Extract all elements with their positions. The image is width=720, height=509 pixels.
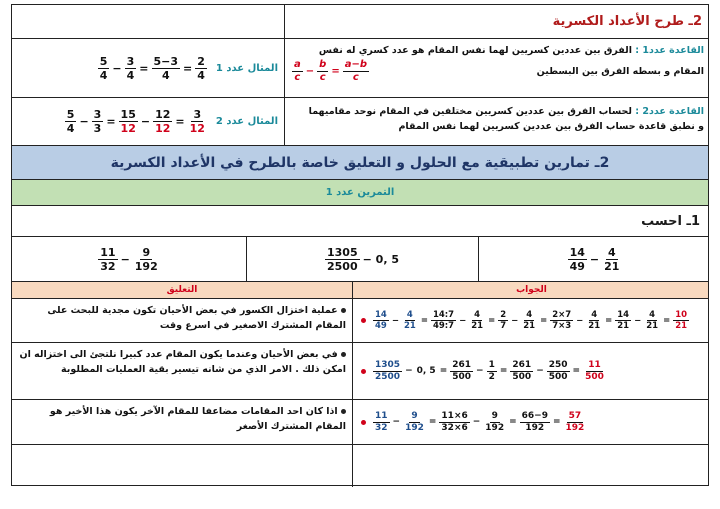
section-title: 2ـ طرح الأعداد الكسرية	[552, 14, 702, 29]
answer-1-result: $\frac{10}{21}$	[675, 309, 688, 331]
example-1-label: المثال عدد 1	[215, 62, 278, 74]
compute-label: 1ـ احسب	[641, 213, 700, 229]
exercise-label: التمرين عدد 1	[325, 187, 395, 198]
answer-1-equation: $\frac{14}{49}$ − $\frac{4}{21}$ = $\frac{14:7}{49:7}$ − $\frac{4}{21}$ = $\frac{2}{7}$ − $\frac{4}{21}$ = $\frac{2\times 7}{7\times 3}$ − $\frac{4}{21}$ = $\frac{14}{21}$ − $\frac{4}{21}$ = $\frac{10}{21}$	[375, 309, 688, 331]
comment-2: في بعض الأحيان وعندما يكون المقام عدد كبيرا نلتجئ الى اختزاله ان امكن ذلك . الامر الذي من شانه تيسير بقية العمليات المطلوبة	[19, 349, 346, 375]
rule-2-line2: و نطبق قاعدة حساب الفرق بين عددين كسريين لهما نفس المقام	[398, 121, 704, 132]
section-2-title: 2ـ تمارين تطبيقية مع الحلول و التعليق خاصة بالطرح في الأعداد الكسرية	[110, 154, 610, 171]
exercise-band	[12, 180, 708, 206]
answer-2-result: $\frac{11}{500}$	[585, 359, 604, 382]
worksheet	[11, 4, 709, 486]
section-2-band	[12, 146, 708, 180]
answer-row-3	[12, 400, 708, 445]
comment-1: عملية اختزال الكسور في بعض الأحيان تكون مجدية للبحث على المقام المشترك الاصغير في اسرع وقت	[47, 305, 346, 331]
rule-2-row	[12, 98, 708, 146]
title-row	[12, 5, 708, 39]
compute-row	[12, 206, 708, 237]
rule-1-formula: $\frac{a}{c}$ − $\frac{b}{c}$ = $\frac{a-b}{c}$	[294, 59, 367, 83]
empty-bottom-row	[12, 445, 708, 487]
rule-1-line1: الفرق بين عددين كسريين لهما نفس المقام هو عدد كسري له نفس	[318, 45, 632, 56]
rule-1-row	[12, 39, 708, 98]
answer-row-2	[12, 343, 708, 400]
task-1: $\frac{14}{49}$ − $\frac{4}{21}$	[569, 245, 620, 273]
task-3: $\frac{11}{32}$ − $\frac{9}{192}$	[100, 245, 158, 273]
comment-header: التعليق	[166, 285, 198, 295]
answer-3-result: $\frac{57}{192}$	[565, 410, 585, 433]
answer-header: الجواب	[516, 285, 547, 295]
table-header-row	[12, 282, 708, 299]
example-2-label: المثال عدد 2	[215, 116, 278, 127]
rule-2-line1: لحساب الفرق بين عددين كسريين مختلفين في المقام نوحد مقاميهما	[308, 106, 632, 117]
rule-2-label: القاعدة عدد2 :	[635, 106, 704, 117]
answer-row-1	[12, 299, 708, 343]
comment-3: اذا كان احد المقامات مضاعفا للمقام الآخر يكون هذا الأخير هو المقام المشترك الأصغر	[49, 406, 346, 432]
answer-2-equation: $\frac{1305}{2500}$ − 0, 5 = $\frac{261}{500}$ − $\frac{1}{2}$ = $\frac{261}{500}$ − $\frac{250}{500}$ = $\frac{11}{500}$	[375, 359, 604, 382]
rule-1-line2: المقام و بسطه الفرق بين البسطين	[536, 66, 704, 77]
example-1-equation: $\frac{5}{4}$ − $\frac{3}{4}$ = $\frac{5-3}{4}$ = $\frac{2}{4}$	[99, 54, 205, 82]
rule-1-label: القاعدة عدد1 :	[635, 45, 704, 56]
task-2: $\frac{1305}{2500}$ − 0, 5	[327, 245, 399, 273]
example-2-equation: $\frac{5}{4}$ − $\frac{3}{3}$ = $\frac{15}{12}$ − $\frac{12}{12}$ = $\frac{3}{12}$	[66, 108, 205, 135]
answer-3-equation: $\frac{11}{32}$ − $\frac{9}{192}$ = $\frac{11\times 6}{32\times 6}$ − $\frac{9}{192}$ = $\frac{66-9}{192}$ = $\frac{57}{192}$	[375, 410, 585, 433]
tasks-row	[12, 237, 708, 282]
